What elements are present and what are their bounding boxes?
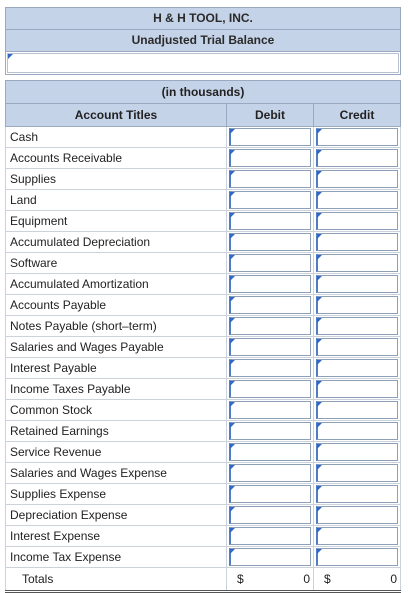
- debit-amount-input[interactable]: [229, 464, 311, 482]
- account-title: Accounts Receivable: [6, 148, 227, 169]
- account-title: Common Stock: [6, 400, 227, 421]
- column-header-credit: Credit: [314, 104, 401, 127]
- credit-amount-input[interactable]: [316, 359, 398, 377]
- credit-cell: [314, 127, 401, 148]
- debit-amount-input[interactable]: [229, 233, 311, 251]
- credit-amount-input[interactable]: [316, 212, 398, 230]
- credit-cell: [314, 274, 401, 295]
- debit-amount-input[interactable]: [229, 275, 311, 293]
- account-title: Income Tax Expense: [6, 547, 227, 568]
- credit-cell: [314, 232, 401, 253]
- debit-amount-input[interactable]: [229, 254, 311, 272]
- input-marker-icon: [230, 276, 235, 281]
- account-title: Salaries and Wages Payable: [6, 337, 227, 358]
- debit-amount-input[interactable]: [229, 128, 311, 146]
- input-marker-icon: [317, 507, 322, 512]
- input-marker-icon: [230, 213, 235, 218]
- input-marker-icon: [230, 129, 235, 134]
- input-marker-icon: [317, 129, 322, 134]
- input-marker-icon: [317, 423, 322, 428]
- account-title: Land: [6, 190, 227, 211]
- credit-amount-input[interactable]: [316, 317, 398, 335]
- column-header-debit: Debit: [227, 104, 314, 127]
- credit-cell: [314, 463, 401, 484]
- account-row: [6, 463, 401, 484]
- credit-amount-input[interactable]: [316, 170, 398, 188]
- debit-cell: [227, 484, 314, 505]
- account-row: [6, 148, 401, 169]
- debit-amount-input[interactable]: [229, 296, 311, 314]
- account-title: Interest Payable: [6, 358, 227, 379]
- credit-total-value: 0: [390, 572, 397, 586]
- input-marker-icon: [317, 486, 322, 491]
- account-title: Interest Expense: [6, 526, 227, 547]
- credit-amount-input[interactable]: [316, 548, 398, 566]
- account-title: Retained Earnings: [6, 421, 227, 442]
- debit-cell: [227, 253, 314, 274]
- input-marker-icon: [317, 339, 322, 344]
- input-marker-icon: [317, 150, 322, 155]
- credit-cell: [314, 526, 401, 547]
- account-title: Notes Payable (short–term): [6, 316, 227, 337]
- column-header-account-titles: Account Titles: [6, 104, 227, 127]
- input-marker-icon: [230, 486, 235, 491]
- debit-cell: [227, 148, 314, 169]
- credit-amount-input[interactable]: [316, 464, 398, 482]
- input-marker-icon: [230, 444, 235, 449]
- debit-currency-symbol: $: [237, 572, 244, 586]
- account-title: Software: [6, 253, 227, 274]
- input-marker-icon: [230, 171, 235, 176]
- input-marker-icon: [317, 171, 322, 176]
- input-marker-icon: [317, 402, 322, 407]
- input-marker-icon: [230, 423, 235, 428]
- account-title: Accumulated Depreciation: [6, 232, 227, 253]
- credit-amount-input[interactable]: [316, 422, 398, 440]
- credit-currency-symbol: $: [324, 572, 331, 586]
- input-marker-icon: [317, 213, 322, 218]
- statement-title: Unadjusted Trial Balance: [5, 29, 401, 52]
- input-marker-icon: [317, 318, 322, 323]
- credit-amount-input[interactable]: [316, 485, 398, 503]
- input-marker-icon: [317, 528, 322, 533]
- totals-row: [6, 568, 401, 592]
- debit-amount-input[interactable]: [229, 443, 311, 461]
- debit-cell: [227, 274, 314, 295]
- credit-cell: [314, 190, 401, 211]
- input-marker-icon: [230, 150, 235, 155]
- debit-amount-input[interactable]: [229, 548, 311, 566]
- credit-cell: [314, 169, 401, 190]
- debit-total-value: 0: [303, 572, 310, 586]
- account-row: [6, 316, 401, 337]
- credit-cell: [314, 379, 401, 400]
- dropdown-marker-icon: [8, 54, 13, 59]
- input-marker-icon: [317, 549, 322, 554]
- debit-cell: [227, 400, 314, 421]
- credit-amount-input[interactable]: [316, 128, 398, 146]
- credit-amount-input[interactable]: [316, 149, 398, 167]
- account-title: Supplies Expense: [6, 484, 227, 505]
- debit-amount-input[interactable]: [229, 191, 311, 209]
- input-marker-icon: [317, 192, 322, 197]
- debit-cell: [227, 211, 314, 232]
- account-row: [6, 484, 401, 505]
- input-marker-icon: [317, 255, 322, 260]
- input-marker-icon: [317, 360, 322, 365]
- trial-balance-worksheet: [5, 7, 401, 593]
- debit-amount-input[interactable]: [229, 338, 311, 356]
- account-row: [6, 442, 401, 463]
- debit-cell: [227, 421, 314, 442]
- debit-cell: [227, 127, 314, 148]
- account-row: [6, 211, 401, 232]
- credit-cell: [314, 253, 401, 274]
- input-marker-icon: [230, 507, 235, 512]
- debit-cell: [227, 379, 314, 400]
- debit-cell: [227, 316, 314, 337]
- debit-cell: [227, 358, 314, 379]
- input-marker-icon: [230, 234, 235, 239]
- account-row: [6, 274, 401, 295]
- account-row: [6, 421, 401, 442]
- credit-amount-input[interactable]: [316, 338, 398, 356]
- debit-amount-input[interactable]: [229, 170, 311, 188]
- input-marker-icon: [230, 192, 235, 197]
- input-marker-icon: [230, 255, 235, 260]
- debit-amount-input[interactable]: [229, 359, 311, 377]
- debit-cell: [227, 526, 314, 547]
- trial-balance-table: [5, 80, 401, 593]
- credit-amount-input[interactable]: [316, 275, 398, 293]
- credit-cell: [314, 547, 401, 568]
- input-marker-icon: [317, 381, 322, 386]
- account-row: [6, 232, 401, 253]
- date-row: [5, 52, 401, 75]
- input-marker-icon: [317, 465, 322, 470]
- credit-cell: [314, 337, 401, 358]
- debit-amount-input[interactable]: [229, 149, 311, 167]
- account-title: Accumulated Amortization: [6, 274, 227, 295]
- input-marker-icon: [230, 318, 235, 323]
- credit-cell: [314, 505, 401, 526]
- credit-cell: [314, 316, 401, 337]
- input-marker-icon: [317, 276, 322, 281]
- date-select[interactable]: [7, 53, 399, 73]
- debit-cell: [227, 337, 314, 358]
- account-row: [6, 526, 401, 547]
- units-label: (in thousands): [6, 81, 401, 104]
- debit-amount-input[interactable]: [229, 485, 311, 503]
- credit-amount-input[interactable]: [316, 191, 398, 209]
- credit-amount-input[interactable]: [316, 233, 398, 251]
- debit-amount-input[interactable]: [229, 506, 311, 524]
- account-row: [6, 169, 401, 190]
- account-title: Supplies: [6, 169, 227, 190]
- debit-cell: [227, 190, 314, 211]
- account-row: [6, 400, 401, 421]
- credit-amount-input[interactable]: [316, 380, 398, 398]
- account-title: Income Taxes Payable: [6, 379, 227, 400]
- debit-amount-input[interactable]: [229, 380, 311, 398]
- credit-cell: [314, 295, 401, 316]
- credit-amount-input[interactable]: [316, 296, 398, 314]
- debit-cell: [227, 295, 314, 316]
- input-marker-icon: [230, 297, 235, 302]
- account-row: [6, 505, 401, 526]
- company-name: H & H TOOL, INC.: [5, 7, 401, 29]
- account-row: [6, 295, 401, 316]
- account-title: Equipment: [6, 211, 227, 232]
- credit-cell: [314, 211, 401, 232]
- input-marker-icon: [317, 444, 322, 449]
- credit-amount-input[interactable]: [316, 401, 398, 419]
- debit-total-cell: [227, 568, 314, 592]
- account-row: [6, 337, 401, 358]
- credit-cell: [314, 421, 401, 442]
- debit-amount-input[interactable]: [229, 401, 311, 419]
- credit-amount-input[interactable]: [316, 527, 398, 545]
- debit-cell: [227, 232, 314, 253]
- debit-cell: [227, 547, 314, 568]
- debit-amount-input[interactable]: [229, 527, 311, 545]
- account-row: [6, 253, 401, 274]
- account-row: [6, 190, 401, 211]
- account-title: Cash: [6, 127, 227, 148]
- account-row: [6, 358, 401, 379]
- input-marker-icon: [230, 465, 235, 470]
- credit-amount-input[interactable]: [316, 443, 398, 461]
- account-title: Depreciation Expense: [6, 505, 227, 526]
- input-marker-icon: [317, 297, 322, 302]
- credit-cell: [314, 442, 401, 463]
- debit-amount-input[interactable]: [229, 422, 311, 440]
- account-row: [6, 379, 401, 400]
- credit-total-cell: [314, 568, 401, 592]
- input-marker-icon: [230, 402, 235, 407]
- credit-cell: [314, 484, 401, 505]
- account-title: Salaries and Wages Expense: [6, 463, 227, 484]
- input-marker-icon: [230, 381, 235, 386]
- account-row: [6, 127, 401, 148]
- debit-cell: [227, 505, 314, 526]
- credit-amount-input[interactable]: [316, 506, 398, 524]
- input-marker-icon: [230, 549, 235, 554]
- credit-cell: [314, 400, 401, 421]
- totals-label: Totals: [6, 568, 227, 592]
- debit-amount-input[interactable]: [229, 212, 311, 230]
- account-row: [6, 547, 401, 568]
- credit-amount-input[interactable]: [316, 254, 398, 272]
- credit-cell: [314, 148, 401, 169]
- debit-cell: [227, 442, 314, 463]
- credit-cell: [314, 358, 401, 379]
- debit-cell: [227, 463, 314, 484]
- input-marker-icon: [230, 528, 235, 533]
- input-marker-icon: [230, 360, 235, 365]
- account-title: Accounts Payable: [6, 295, 227, 316]
- input-marker-icon: [317, 234, 322, 239]
- input-marker-icon: [230, 339, 235, 344]
- debit-amount-input[interactable]: [229, 317, 311, 335]
- debit-cell: [227, 169, 314, 190]
- account-title: Service Revenue: [6, 442, 227, 463]
